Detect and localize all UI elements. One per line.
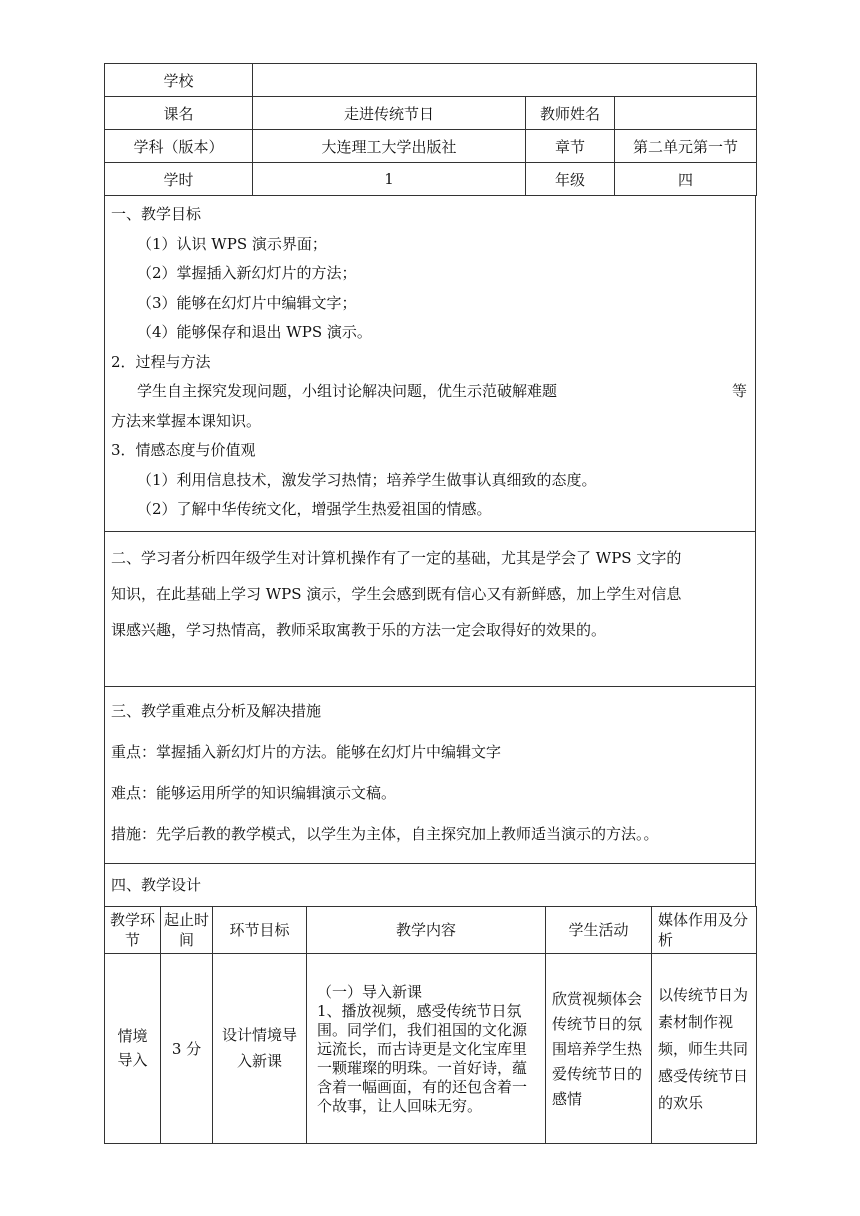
design-table	[104, 906, 757, 1144]
goal-cell: 设计情境导入新课	[213, 953, 307, 1143]
key-point: 重点：掌握插入新幻灯片的方法。能够在幻灯片中编辑文字	[111, 742, 502, 761]
teacher-label: 教师姓名	[526, 97, 615, 130]
learner-line: 二、学习者分析四年级学生对计算机操作有了一定的基础，尤其是学会了 WPS 文字的	[111, 548, 682, 567]
school-value	[253, 64, 757, 97]
sections-table	[104, 195, 756, 907]
lesson-plan-document	[104, 63, 756, 1144]
school-label: 学校	[105, 64, 253, 97]
grade-label: 年级	[526, 163, 615, 196]
info-table	[104, 63, 757, 196]
process-line: 方法来掌握本课知识。	[111, 411, 262, 430]
emotion-item: （1）利用信息技术，激发学习热情；培养学生做事认真细致的态度。	[137, 470, 597, 489]
keypoints-section	[105, 686, 756, 863]
measures: 措施：先学后教的教学模式，以学生为主体，自主探究加上教师适当演示的方法。。	[111, 824, 659, 843]
hours-value: 1	[253, 163, 526, 196]
media-cell: 以传统节日为素材制作视频，师生共同感受传统节日的欢乐	[652, 953, 757, 1143]
goal-item: （3）能够在幻灯片中编辑文字；	[137, 293, 357, 312]
difficult-point: 难点：能够运用所学的知识编辑演示文稿。	[111, 783, 397, 802]
content-title: （一）导入新课	[317, 982, 423, 1001]
grade-value: 四	[615, 163, 757, 196]
process-heading: 2．过程与方法	[111, 352, 211, 371]
goals-heading: 一、教学目标	[111, 205, 202, 223]
goals-section	[105, 196, 756, 532]
column-header: 学生活动	[546, 906, 652, 953]
table-row	[105, 953, 757, 1143]
emotion-item: （2）了解中华传统文化，增强学生热爱祖国的情感。	[137, 500, 492, 518]
chapter-value: 第二单元第一节	[615, 130, 757, 163]
learner-section	[105, 531, 756, 686]
column-header: 教学环节	[105, 906, 161, 953]
learner-line: 课感兴趣，学习热情高，教师采取寓教于乐的方法一定会取得好的效果的。	[111, 620, 607, 639]
learner-line: 知识，在此基础上学习 WPS 演示，学生会感到既有信心又有新鲜感，加上学生对信息	[111, 584, 682, 603]
teacher-value	[615, 97, 757, 130]
chapter-label: 章节	[526, 130, 615, 163]
column-header: 媒体作用及分析	[652, 906, 757, 953]
time-cell: 3 分	[161, 953, 213, 1143]
activity-cell: 欣赏视频体会传统节日的氛围培养学生热爱传统节日的感情	[546, 953, 652, 1143]
content-cell	[307, 953, 546, 1143]
process-text: 学生自主探究发现问题，小组讨论解决问题，优生示范破解难题	[137, 382, 558, 400]
design-heading: 四、教学设计	[105, 863, 756, 906]
subject-label: 学科（版本）	[105, 130, 253, 163]
process-text-end: 等	[731, 382, 747, 400]
keypoints-heading: 三、教学重难点分析及解决措施	[111, 701, 322, 720]
process-line	[111, 377, 747, 407]
hours-label: 学时	[105, 163, 253, 196]
goal-item: （1）认识 WPS 演示界面；	[137, 234, 327, 253]
subject-value: 大连理工大学出版社	[253, 130, 526, 163]
stage-cell: 情境导入	[105, 953, 161, 1143]
course-value: 走进传统节日	[253, 97, 526, 130]
content-body: 1、播放视频，感受传统节日氛围。同学们，我们祖国的文化源远流长，而古诗更是文化宝库里一颗璀璨的明珠。一首好诗，蕴含着一幅画面，有的还包含着一个故事，让人回味无穷。	[317, 1001, 528, 1115]
emotion-heading: 3．情感态度与价值观	[111, 441, 256, 459]
column-header: 教学内容	[307, 906, 546, 953]
course-label: 课名	[105, 97, 253, 130]
goal-item: （4）能够保存和退出 WPS 演示。	[137, 323, 372, 341]
column-header: 环节目标	[213, 906, 307, 953]
column-header: 起止时间	[161, 906, 213, 953]
goal-item: （2）掌握插入新幻灯片的方法；	[137, 264, 357, 282]
